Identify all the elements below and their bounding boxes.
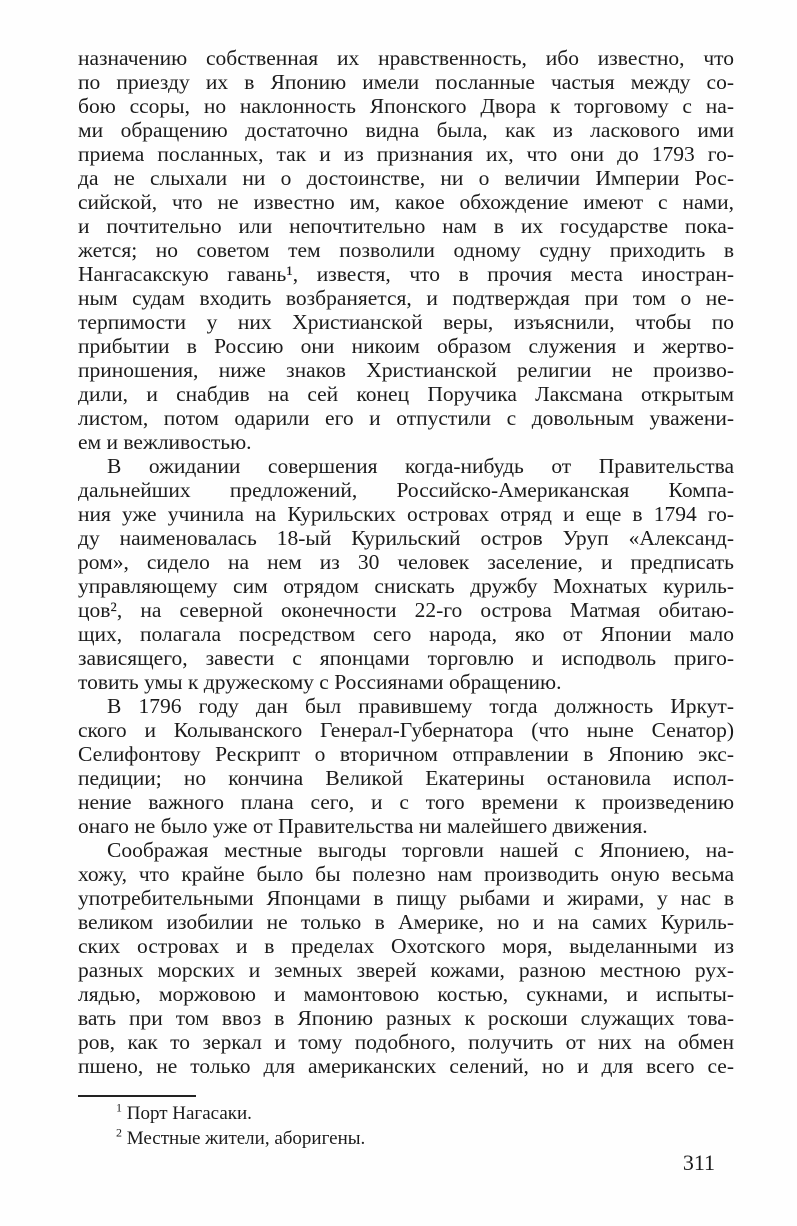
text-line: онаго не было уже от Правительства ни малейшего движения.: [78, 814, 648, 838]
footnote: [78, 1101, 734, 1126]
text-line: вать при том ввоз в Японию разных к роскоши служащих това-: [78, 1006, 734, 1030]
text-line: зависящего, завести с японцами торговлю и исподволь приго-: [78, 646, 734, 670]
footnote-separator: [78, 1095, 196, 1097]
footnote: [78, 1126, 734, 1151]
text-line: приема посланных, так и из признания их, что они до 1793 го-: [78, 142, 734, 166]
page-number: 311: [682, 1150, 715, 1175]
text-line: ния уже учинила на Курильских островах отряд и еще в 1794 го-: [78, 502, 734, 526]
text-line: ду наименовалась 18-ый Курильский остров Уруп «Александ-: [78, 526, 734, 550]
text-line: разных морских и земных зверей кожами, разною местною рух-: [78, 958, 734, 982]
text-line: великом изобилии не только в Америке, но и на самих Куриль-: [78, 910, 734, 934]
body-text: [78, 46, 734, 1078]
text-line: В 1796 году дан был правившему тогда должность Иркут-: [107, 694, 734, 718]
text-line: ми обращению достаточно видна была, как из ласкового ими: [78, 118, 734, 142]
text-line: ского и Колыванского Генерал-Губернатора (что ныне Сенатор): [78, 718, 734, 742]
text-line: жется; но советом тем позволили одному судну приходить в: [78, 238, 734, 262]
text-line: товить умы к дружескому с Россиянами обращению.: [78, 670, 562, 694]
text-line: щих, полагала посредством сего народа, яко от Японии мало: [78, 622, 734, 646]
text-line: лядью, моржовою и мамонтовою костью, сукнами, и испыты-: [78, 982, 734, 1006]
paragraph: [78, 838, 734, 1078]
text-line: дальнейших предложений, Российско-Американская Компа-: [78, 478, 734, 502]
text-line: терпимости у них Христианской веры, изъяснили, чтобы по: [78, 310, 734, 334]
footnote-text: Местные жители, аборигены.: [122, 1128, 366, 1149]
text-line: педиции; но кончина Великой Екатерины остановила испол-: [78, 766, 734, 790]
text-line: дили, и снабдив на сей конец Поручика Лаксмана открытым: [78, 382, 734, 406]
text-line: да не слыхали ни о достоинстве, ни о величии Империи Рос-: [78, 166, 734, 190]
paragraph: [78, 454, 734, 694]
text-line: В ожидании совершения когда-нибудь от Правительства: [107, 454, 734, 478]
text-line: назначению собственная их нравственность, ибо известно, что: [78, 46, 734, 70]
text-line: по приезду их в Японию имели посланные частыя между со-: [78, 70, 734, 94]
text-line: Селифонтову Рескрипт о вторичном отправлении в Японию экс-: [78, 742, 734, 766]
text-line: употребительными Японцами в пищу рыбами и жирами, у нас в: [78, 886, 734, 910]
text-line: Соображая местные выгоды торговли нашей с Япониею, на-: [107, 838, 734, 862]
text-line: ром», сидело на нем из 30 человек заселение, и предписать: [78, 550, 734, 574]
text-line: управляющему сим отрядом снискать дружбу Мохнатых куриль-: [78, 574, 734, 598]
footnote-marker: 2: [116, 1125, 122, 1140]
text-line: ров, как то зеркал и тому подобного, получить от них на обмен: [78, 1030, 734, 1054]
text-line: листом, потом одарили его и отпустили с довольным уважени-: [78, 406, 734, 430]
text-line: сийской, что не известно им, какое обхождение имеют с нами,: [78, 190, 734, 214]
text-line: ских островах и в пределах Охотского моря, выделанными из: [78, 934, 734, 958]
text-line: прибытии в Россию они никоим образом служения и жертво-: [78, 334, 734, 358]
text-line: ем и вежливостью.: [78, 430, 252, 454]
paragraph: [78, 46, 734, 454]
text-line: Нангасакскую гавань¹, известя, что в прочия места иностран-: [78, 262, 734, 286]
text-line: нение важного плана сего, и с того времени к произведению: [78, 790, 734, 814]
footnote-marker: 1: [116, 1100, 122, 1115]
text-line: хожу, что крайне было бы полезно нам производить оную весьма: [78, 862, 734, 886]
text-line: приношения, ниже знаков Христианской религии не произво-: [78, 358, 734, 382]
paragraph: [78, 694, 734, 838]
text-line: цов², на северной оконечности 22-го острова Матмая обитаю-: [78, 598, 734, 622]
text-line: ным судам входить возбраняется, и подтверждая при том о не-: [78, 286, 734, 310]
text-line: бою ссоры, но наклонность Японского Двора к торговому с на-: [78, 94, 734, 118]
footnotes: [78, 1101, 734, 1151]
footnote-text: Порт Нагасаки.: [122, 1103, 252, 1124]
text-line: пшено, не только для американских селений, но и для всего се-: [78, 1054, 734, 1078]
text-line: и почтительно или непочтительно нам в их государстве пока-: [78, 214, 734, 238]
